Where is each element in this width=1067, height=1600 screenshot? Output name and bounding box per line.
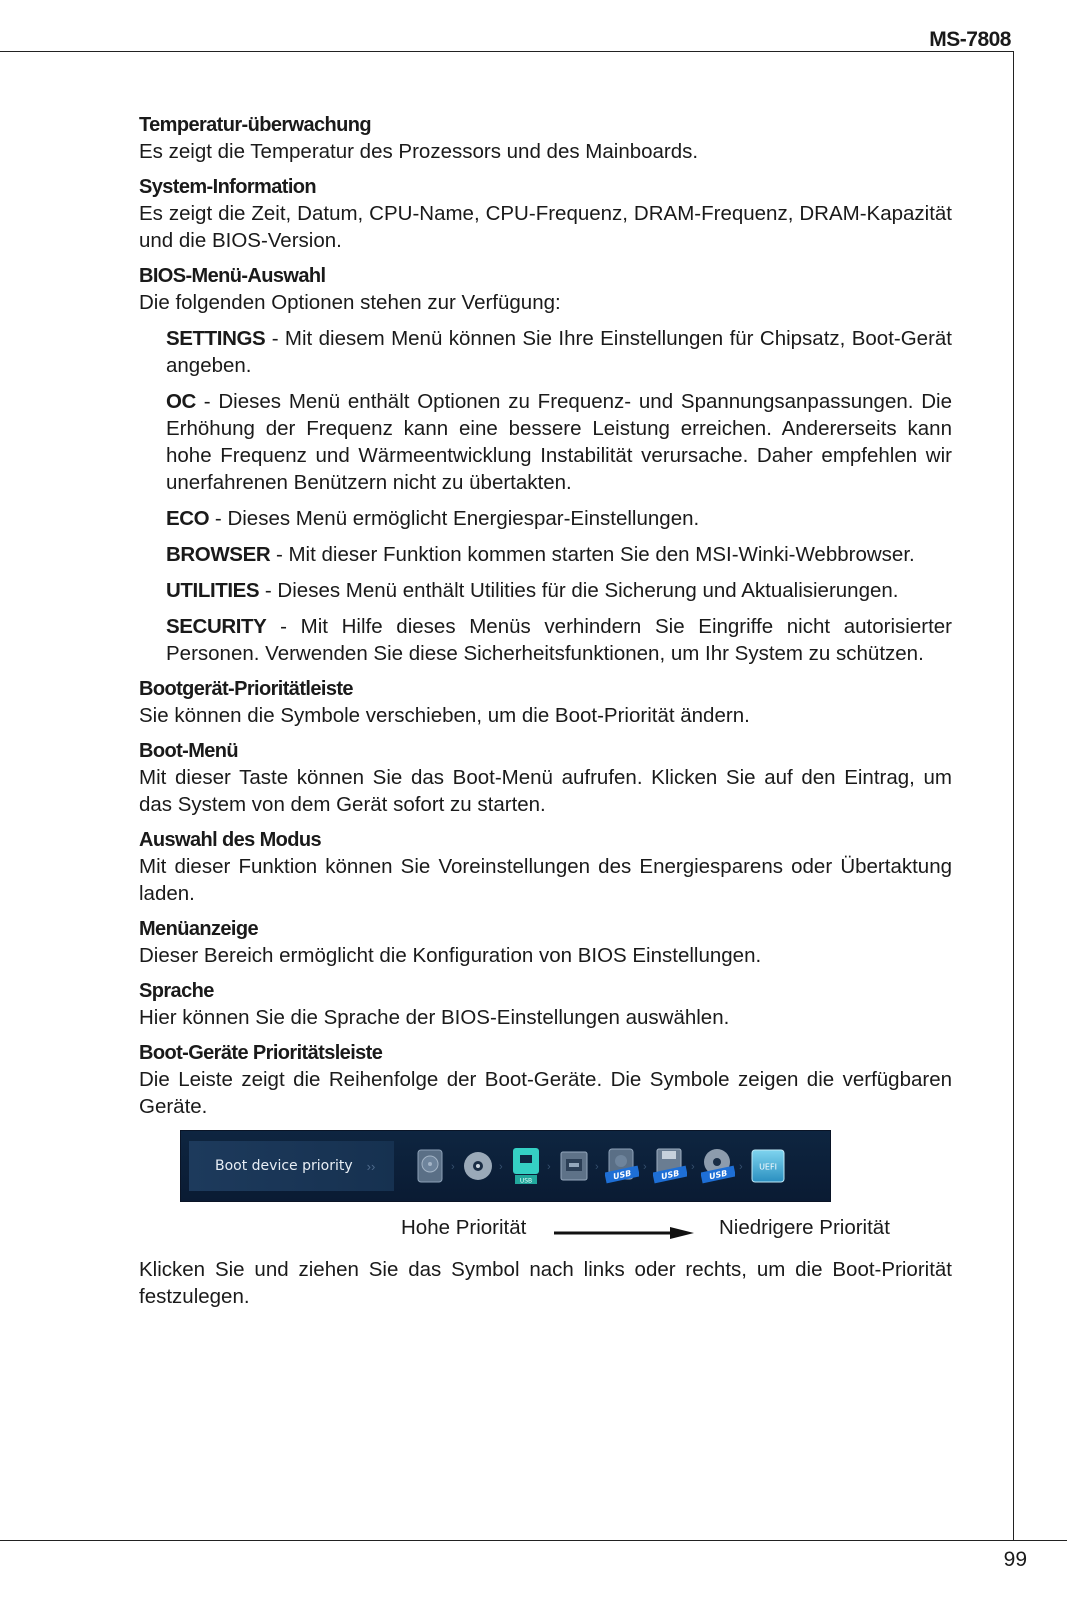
svg-text:UEFI: UEFI	[759, 1162, 777, 1172]
separator-icon: ›	[547, 1161, 551, 1173]
network-icon[interactable]	[557, 1145, 591, 1187]
section-bios-menu-selection	[139, 263, 952, 316]
boot-device-priority-bar	[180, 1130, 831, 1202]
usb-cd-icon[interactable]	[701, 1145, 735, 1187]
high-priority-label: Hohe Priorität	[401, 1216, 527, 1239]
section-text: Die folgenden Optionen stehen zur Verfügung:	[139, 291, 561, 314]
option-desc: - Mit diesem Menü können Sie Ihre Einstellungen für Chipsatz, Boot-Gerät angeben.	[166, 327, 952, 377]
header-rule	[0, 51, 1013, 52]
optical-disc-icon[interactable]	[461, 1145, 495, 1187]
priority-legend	[139, 1216, 952, 1256]
section-text: Sie können die Symbole verschieben, um die Boot-Priorität ändern.	[139, 704, 750, 727]
section-title: Boot-Menü	[139, 740, 239, 762]
arrow-right-icon	[554, 1226, 694, 1240]
side-rule	[1013, 51, 1014, 1541]
option-term: SECURITY	[166, 615, 267, 638]
section-title: Temperatur-überwachung	[139, 114, 372, 136]
section-title: Boot-Geräte Prioritätsleiste	[139, 1042, 383, 1064]
section-temperature	[139, 112, 952, 165]
section-text: Mit dieser Funktion können Sie Voreinstellungen des Energiesparens oder Übertaktung laden.	[139, 855, 952, 905]
section-text: Dieser Bereich ermöglicht die Konfiguration von BIOS Einstellungen.	[139, 944, 762, 967]
section-title: BIOS-Menü-Auswahl	[139, 265, 326, 287]
menu-option-eco	[166, 505, 952, 532]
section-title: System-Information	[139, 176, 317, 198]
section-menu-display	[139, 916, 952, 969]
option-term: ECO	[166, 507, 210, 530]
section-language	[139, 978, 952, 1031]
double-chevron-icon: ››	[366, 1158, 376, 1174]
section-boot-menu	[139, 738, 952, 818]
section-boot-devices-bar	[139, 1040, 952, 1120]
page-content	[139, 112, 952, 1319]
option-term: OC	[166, 390, 196, 413]
section-text: Klicken Sie und ziehen Sie das Symbol nach links oder rechts, um die Boot-Priorität festzulegen.	[139, 1258, 952, 1308]
section-title: Bootgerät-Prioritätleiste	[139, 678, 353, 700]
svg-text:USB: USB	[612, 1168, 633, 1182]
menu-option-browser	[166, 541, 952, 568]
option-term: BROWSER	[166, 543, 271, 566]
menu-option-security	[166, 613, 952, 667]
page-number: 99	[1003, 1548, 1027, 1571]
section-mode-selection	[139, 827, 952, 907]
section-text: Es zeigt die Zeit, Datum, CPU-Name, CPU-Frequenz, DRAM-Frequenz, DRAM-Kapazität und die BIOS-Version.	[139, 202, 952, 252]
svg-text:USB: USB	[708, 1168, 729, 1182]
separator-icon: ›	[691, 1161, 695, 1173]
usb-key-icon[interactable]	[509, 1145, 543, 1187]
section-boot-priority-bar	[139, 676, 952, 729]
svg-text:USB: USB	[519, 1177, 533, 1185]
usb-hard-disk-icon[interactable]	[605, 1145, 639, 1187]
separator-icon: ›	[643, 1161, 647, 1173]
hard-disk-icon[interactable]	[413, 1145, 447, 1187]
separator-icon: ›	[739, 1161, 743, 1173]
separator-icon: ›	[451, 1161, 455, 1173]
low-priority-label: Niedrigere Priorität	[719, 1216, 890, 1239]
boot-bar-label-box	[189, 1141, 394, 1191]
svg-text:USB: USB	[660, 1168, 681, 1182]
section-system-information	[139, 174, 952, 254]
section-text: Es zeigt die Temperatur des Prozessors und des Mainboards.	[139, 140, 699, 163]
option-term: UTILITIES	[166, 579, 260, 602]
option-desc: - Dieses Menü ermöglicht Energiespar-Einstellungen.	[209, 507, 700, 530]
section-text: Die Leiste zeigt die Reihenfolge der Boot-Geräte. Die Symbole zeigen die verfügbaren Geräte.	[139, 1068, 952, 1118]
option-desc: - Mit dieser Funktion kommen starten Sie den MSI-Winki-Webbrowser.	[270, 543, 915, 566]
option-term: SETTINGS	[166, 327, 266, 350]
section-text: Hier können Sie die Sprache der BIOS-Einstellungen auswählen.	[139, 1006, 730, 1029]
option-desc: - Dieses Menü enthält Optionen zu Frequenz- und Spannungsanpassungen. Die Erhöhung der Frequenz kann eine bessere Leistung erreichen. Andererseits kann hohe Frequenz und Wärmeentwicklung Instabilität verursache. Daher empfehlen wir unerfahrenen Benützern nicht zu übertakten.	[166, 390, 952, 494]
separator-icon: ›	[499, 1161, 503, 1173]
boot-bar-label: Boot device priority	[215, 1158, 353, 1174]
menu-option-settings	[166, 325, 952, 379]
option-desc: - Dieses Menü enthält Utilities für die Sicherung und Aktualisierungen.	[259, 579, 899, 602]
uefi-shell-icon[interactable]	[751, 1145, 785, 1187]
section-title: Sprache	[139, 980, 214, 1002]
menu-option-utilities	[166, 577, 952, 604]
section-text: Mit dieser Taste können Sie das Boot-Menü aufrufen. Klicken Sie auf den Eintrag, um das System von dem Gerät sofort zu starten.	[139, 766, 952, 816]
model-number: MS-7808	[929, 28, 1011, 51]
section-title: Menüanzeige	[139, 918, 258, 940]
separator-icon: ›	[595, 1161, 599, 1173]
footer-rule	[0, 1540, 1067, 1541]
option-desc: - Mit Hilfe dieses Menüs verhindern Sie Eingriffe nicht autorisierter Personen. Verwenden Sie diese Sicherheitsfunktionen, um Ihr System zu schützen.	[166, 615, 952, 665]
section-closing	[139, 1256, 952, 1310]
usb-floppy-icon[interactable]	[653, 1145, 687, 1187]
section-title: Auswahl des Modus	[139, 829, 322, 851]
menu-option-oc	[166, 388, 952, 496]
